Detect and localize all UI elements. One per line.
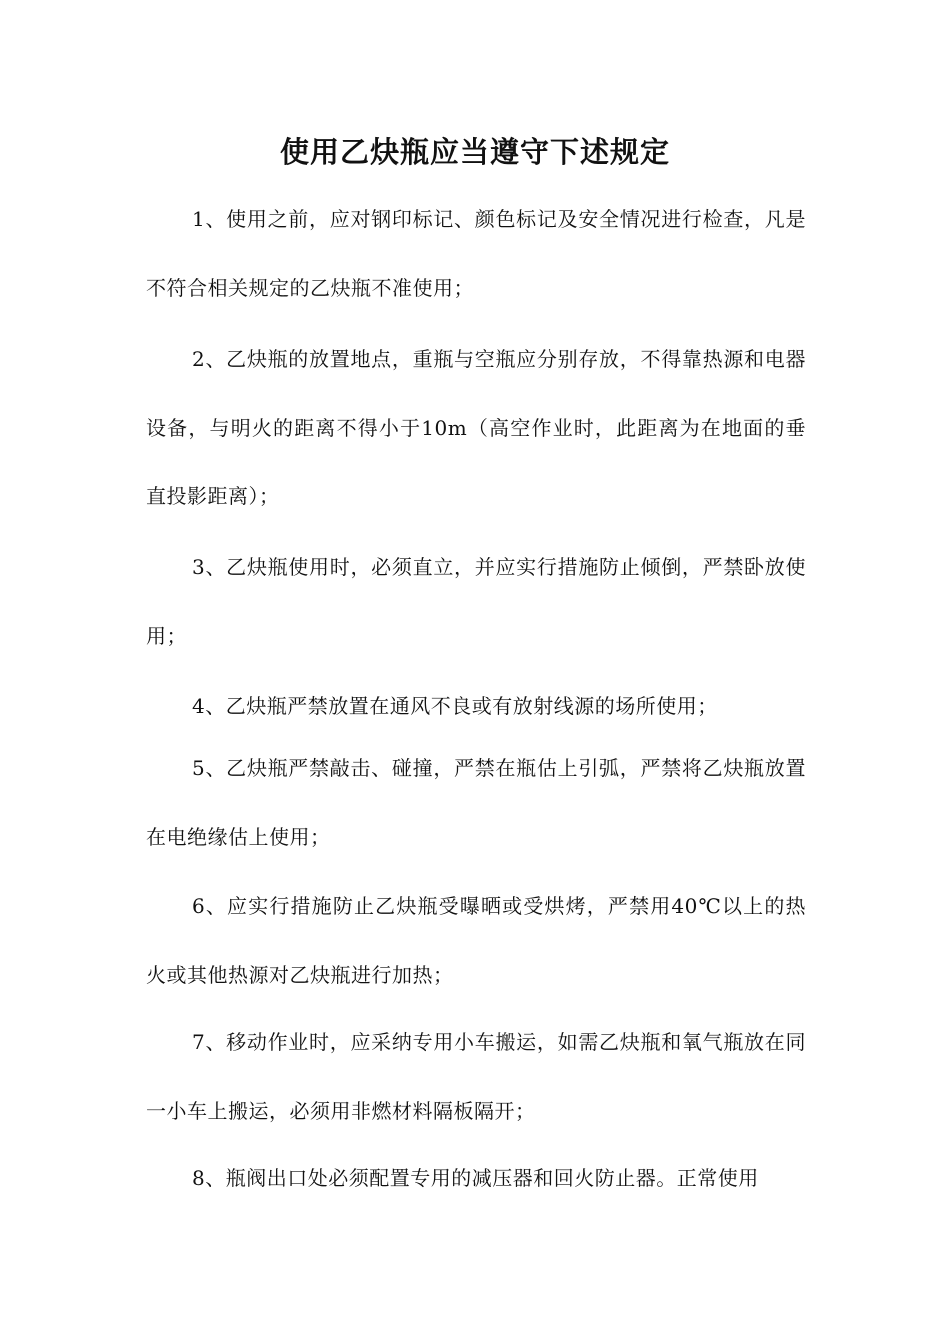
- rule-item-5: 5、乙炔瓶严禁敲击、碰撞，严禁在瓶估上引弧，严禁将乙炔瓶放置在电绝缘估上使用；: [146, 756, 806, 849]
- rule-item-8: 8、瓶阀出口处必须配置专用的减压器和回火防止器。正常使用: [192, 1166, 759, 1190]
- rule-item-3: 3、乙炔瓶使用时，必须直立，并应实行措施防止倾倒，严禁卧放使用；: [146, 555, 806, 648]
- document-title: 使用乙炔瓶应当遵守下述规定: [279, 135, 670, 169]
- rule-item-4: 4、乙炔瓶严禁放置在通风不良或有放射线源的场所使用；: [192, 694, 718, 718]
- rule-item-2: 2、乙炔瓶的放置地点，重瓶与空瓶应分别存放，不得靠热源和电器设备，与明火的距离不得小于10m（高空作业时，此距离为在地面的垂直投影距离）；: [146, 347, 806, 508]
- rule-item-6: 6、应实行措施防止乙炔瓶受曝晒或受烘烤，严禁用40℃以上的热火或其他热源对乙炔瓶进行加热；: [146, 894, 806, 987]
- rule-item-1: 1、使用之前，应对钢印标记、颜色标记及安全情况进行检查，凡是不符合相关规定的乙炔瓶不准使用；: [146, 207, 806, 300]
- rule-item-7: 7、移动作业时，应采纳专用小车搬运，如需乙炔瓶和氧气瓶放在同一小车上搬运，必须用非燃材料隔板隔开；: [146, 1030, 806, 1123]
